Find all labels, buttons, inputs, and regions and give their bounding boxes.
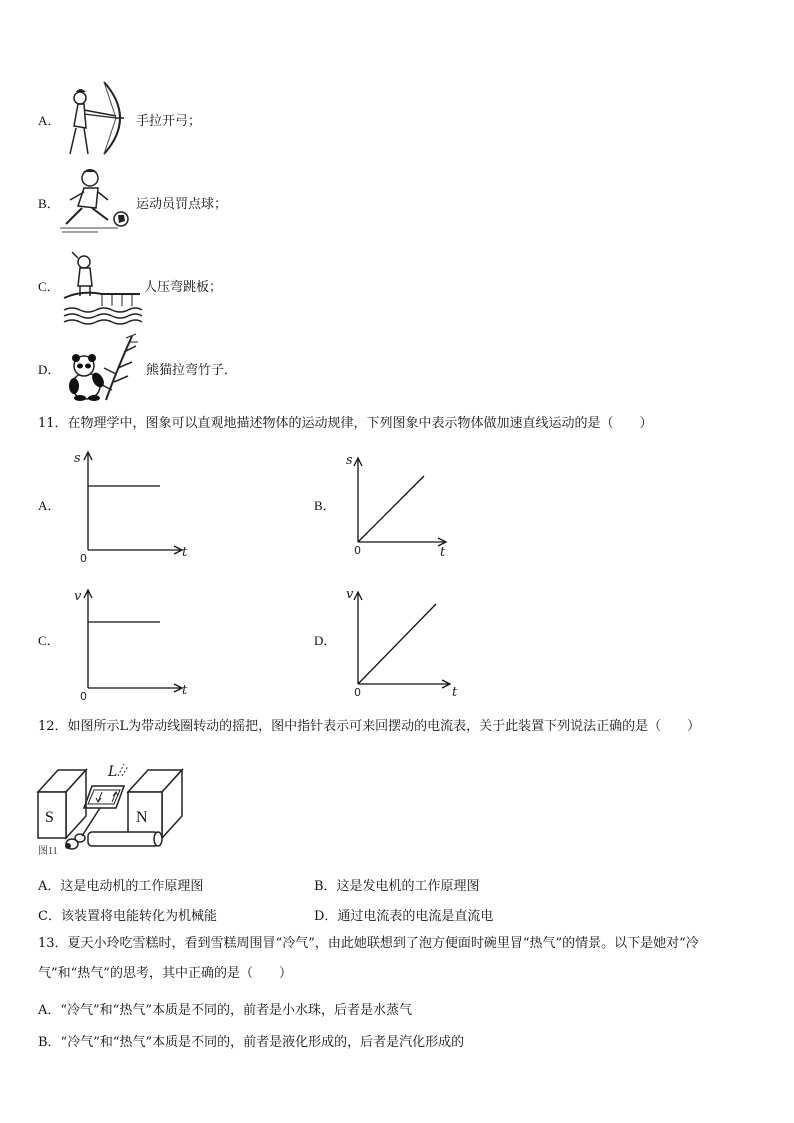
- q12-option-a: A．这是电动机的工作原理图: [38, 879, 204, 894]
- handle-label: L: [108, 764, 118, 780]
- s-t-graph-horizontal: [72, 448, 192, 564]
- south-pole-label: S: [45, 809, 54, 826]
- figure-caption: 图11: [38, 846, 58, 857]
- q13-stem-line1: 13．夏天小玲吃雪糕时，看到雪糕周围冒“冷气”，由此她联想到了泡方便面时碗里冒“热气”的情景。以下是她对“冷: [38, 936, 699, 951]
- q13-stem-line2: 气”和“热气”的思考，其中正确的是（ ）: [38, 966, 292, 981]
- s-t-graph-diagonal: [344, 452, 464, 562]
- q13-option-a: A．“冷气”和“热气”本质是不同的，前者是小水珠，后者是水蒸气: [38, 1003, 412, 1018]
- x-axis-label: t: [182, 683, 188, 698]
- archer-illustration: [66, 80, 132, 158]
- v-t-graph-horizontal: [72, 586, 192, 702]
- option-letter: B．: [314, 498, 336, 513]
- option-letter: A．: [38, 498, 61, 513]
- panda-bamboo-illustration: [66, 332, 138, 402]
- origin-label: 0: [80, 552, 87, 565]
- q12-option-b: B．这是发电机的工作原理图: [314, 879, 480, 894]
- q12-stem: 12．如图所示L为带动线圈转动的摇把，图中指针表示可来回摆动的电流表，关于此装置下列说法正确的是（ ）: [38, 719, 701, 734]
- q13-option-b: B．“冷气”和“热气”本质是不同的，前者是液化形成的，后者是汽化形成的: [38, 1035, 465, 1050]
- x-axis-label: t: [182, 545, 188, 560]
- x-axis-label: t: [440, 545, 446, 560]
- origin-label: 0: [354, 686, 361, 699]
- option-letter: B．: [38, 196, 60, 211]
- option-letter: D．: [38, 362, 61, 377]
- soccer-player-illustration: [58, 166, 132, 236]
- origin-label: 0: [80, 690, 87, 703]
- q12-option-d: D．通过电流表的电流是直流电: [314, 909, 494, 924]
- option-letter: C．: [38, 633, 60, 648]
- y-axis-label: s: [74, 451, 81, 466]
- option-text: 手拉开弓；: [136, 114, 202, 129]
- y-axis-label: s: [346, 453, 353, 468]
- generator-figure: [36, 756, 186, 860]
- v-t-graph-diagonal: [344, 586, 468, 700]
- diving-board-illustration: [62, 252, 142, 324]
- option-text: 熊猫拉弯竹子．: [146, 363, 238, 378]
- q11-stem: 11．在物理学中，图象可以直观地描述物体的运动规律，下列图象中表示物体做加速直线运动的是（ ）: [38, 416, 653, 431]
- option-text: 运动员罚点球；: [136, 197, 228, 212]
- q12-option-c: C．该装置将电能转化为机械能: [38, 909, 217, 924]
- option-letter: A．: [38, 113, 61, 128]
- option-text: 人压弯跳板；: [144, 280, 223, 295]
- north-pole-label: N: [136, 809, 148, 826]
- y-axis-label: v: [74, 589, 82, 604]
- option-letter: D．: [314, 633, 337, 648]
- option-letter: C．: [38, 279, 60, 294]
- y-axis-label: v: [346, 587, 354, 602]
- x-axis-label: t: [452, 685, 458, 700]
- origin-label: 0: [354, 544, 361, 557]
